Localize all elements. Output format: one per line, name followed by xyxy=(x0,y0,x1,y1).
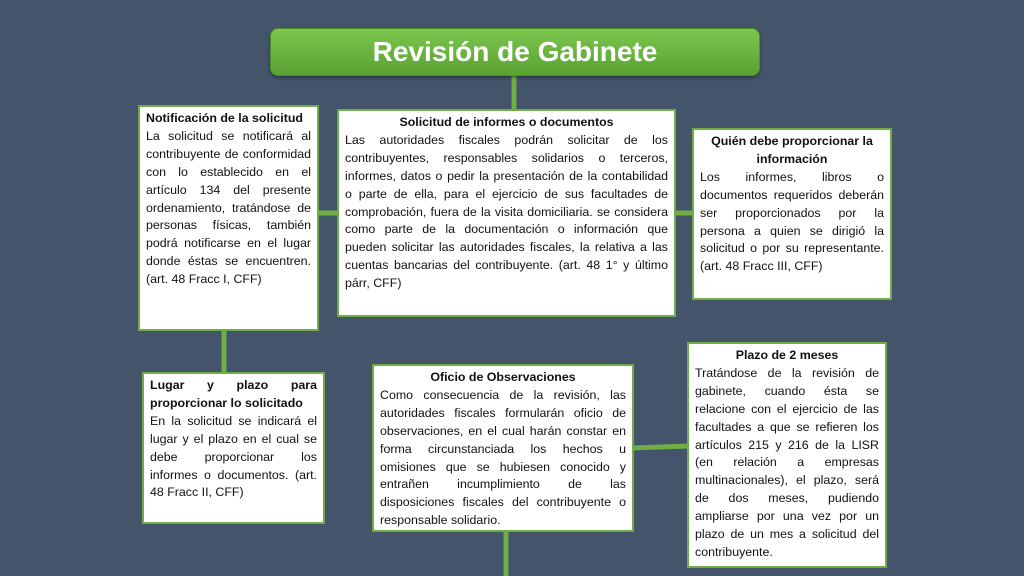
node-solicitud xyxy=(337,109,676,317)
node-plazo xyxy=(687,342,887,568)
node-quien-text: Los informes, libros o documentos requeridos deberán ser proporcionados por la persona a quien se dirigió la solicitud o por su representante. (art. 48 Fracc III, CFF) xyxy=(700,169,884,274)
node-solicitud-text: Las autoridades fiscales podrán solicitar de los contribuyentes, responsables solidarios o terceros, informes, datos o pedir la presentación de la contabilidad o parte de ella, para el ejercicio de sus facultades de comprobación, fuera de la visita domiciliaria. se considera como parte de la documentación o información que pueden solicitar las autoridades fiscales, la relativa a las cuentas bancarias del contribuyente. (art. 48 1° y último párr, CFF) xyxy=(345,132,668,291)
node-notificacion-heading: Notificación de la solicitud xyxy=(146,111,303,125)
node-solicitud-heading: Solicitud de informes o documentos xyxy=(399,115,614,129)
node-plazo-heading: Plazo de 2 meses xyxy=(735,348,839,362)
node-quien xyxy=(692,128,892,300)
node-notificacion-text: La solicitud se notificará al contribuyente de conformidad con lo establecido en el artículo 134 del presente ordenamiento, tratándose de personas físicas, también podrá notificarse en el lugar donde éstas se encuentren. (art. 48 Fracc I, CFF) xyxy=(146,128,311,287)
node-notificacion xyxy=(138,105,319,331)
node-lugar-heading: Lugar y plazo para proporcionar lo solicitado xyxy=(150,378,317,410)
diagram-title: Revisión de Gabinete xyxy=(270,28,760,76)
node-oficio-text: Como consecuencia de la revisión, las autoridades fiscales formularán oficio de observaciones, en el cual harán constar en forma circunstanciada los hechos u omisiones que se hubiesen conocido y entrañen incumplimiento de las disposiciones fiscales del contribuyente o responsable solidario. xyxy=(380,387,626,528)
node-oficio xyxy=(372,364,634,532)
node-lugar-text: En la solicitud se indicará el lugar y el plazo en el cual se debe proporcionar los informes o documentos. (art. 48 Fracc II, CFF) xyxy=(150,413,317,500)
node-quien-heading: Quién debe proporcionar la información xyxy=(711,134,873,166)
node-lugar xyxy=(142,372,325,524)
node-oficio-heading: Oficio de Observaciones xyxy=(430,370,576,384)
node-plazo-text: Tratándose de la revisión de gabinete, cuando ésta se relacione con el ejercicio de las facultades a que se refieren los artículos 215 y 216 de la LISR (en relación a empresas multinacionales), el plazo, será de dos meses, pudiendo ampliarse por una vez por un plazo de un mes a solicitud del contribuyente. xyxy=(695,365,879,559)
connector-oficio-plazo xyxy=(633,446,688,448)
